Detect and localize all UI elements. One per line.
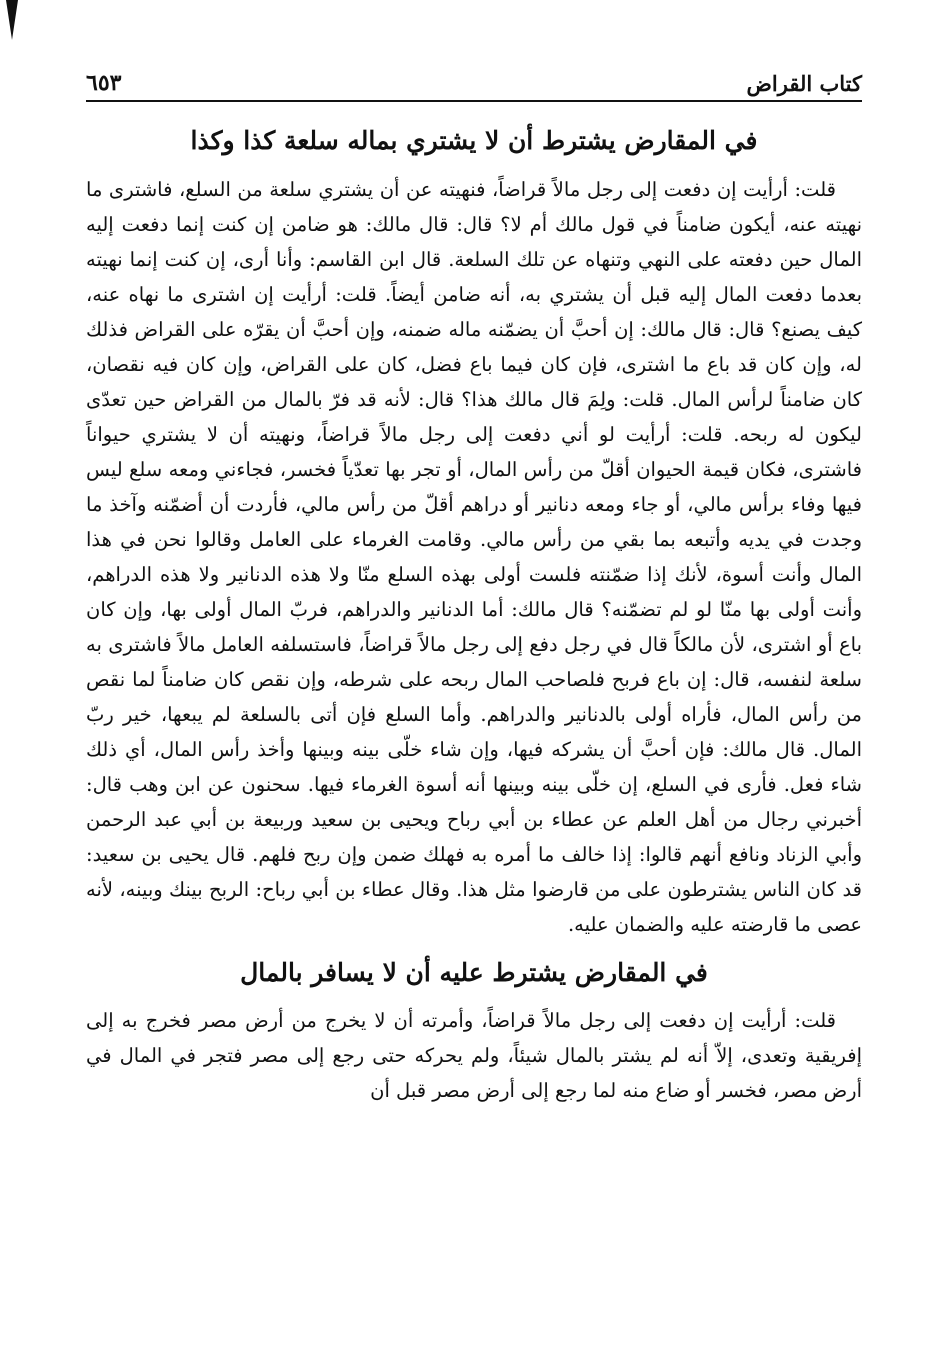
corner-mark [6, 0, 18, 40]
section-heading-2: في المقارض يشترط عليه أن لا يسافر بالمال [240, 957, 708, 987]
running-header [86, 64, 862, 102]
section-2-paragraph: قلت: أرأيت إن دفعت إلى رجل مالاً قراضاً، وأمرته أن لا يخرج من أرض مصر فخرج به إلى إفريقية وتعدى، إلاّ أنه لم يشتر بالمال شيئاً، ولم يحركه حتى رجع إلى مصر فتجر في المال في أرض مصر، فخسر أو ضاع منه لما رجع إلى أرض مصر قبل أن [86, 1009, 862, 1102]
running-title: كتاب القراض [746, 71, 862, 96]
page-content [86, 118, 862, 1321]
section-1-paragraph: قلت: أرأيت إن دفعت إلى رجل مالاً قراضاً، فنهيته عن أن يشتري سلعة من السلع، فاشترى ما نهيته عنه، أيكون ضامناً في قول مالك أم لا؟ قال: قال مالك: هو ضامن إن كنت إنما دفعت إليه المال حين دفعته على النهي وتنهاه عن تلك السلعة. قال ابن القاسم: وأنا أرى، إن كنت إنما نهيته بعدما دفعت المال إليه قبل أن يشتري به، أنه ضامن أيضاً. قلت: أرأيت إن اشترى ما نهاه عنه، كيف يصنع؟ قال: قال مالك: إن أحبَّ أن يضمّنه ماله ضمنه، وإن أحبَّ أن يقرّه على القراض فذلك له، وإن كان قد باع ما اشترى، فإن كان فيما باع فضل، كان على القراض، وإن كان فيه نقصان، كان ضامناً لرأس المال. قلت: ولِمَ قال مالك هذا؟ قال: لأنه قد فرّ بالمال من القراض حين تعدّى ليكون له ربحه. قلت: أرأيت لو أني دفعت إلى رجل مالاً قراضاً، ونهيته أن لا يشتري حيواناً فاشترى، فكان قيمة الحيوان أقلّ من رأس المال، أو تجر بها تعدّياً فخسر، فجاءني ومعه سلع ليس فيها وفاء برأس مالي، أو جاء ومعه دنانير أو دراهم أقلّ من رأس مالي، فأردت أن أضمّنه وآخذ ما وجدت في يديه وأتبعه بما بقي من رأس مالي. وقامت الغرماء على العامل وقالوا نحن في هذا المال وأنت أسوة، لأنك إذا ضمّنته فلست أولى بهذه السلع منّا ولا هذه الدنانير ولا هذه الدراهم، وأنت أولى بها منّا لو لم تضمّنه؟ قال مالك: أما الدنانير والدراهم، فربّ المال أولى بها، وإن كان باع أو اشترى، لأن مالكاً قال في رجل دفع إلى رجل مالاً قراضاً، فاستسلفه العامل مالاً فاشترى به سلعة لنفسه، قال: إن باع فربح فلصاحب المال ربحه على شرطه، وإن نقص كان ضامناً لما نقص من رأس المال، فأراه أولى بالدنانير والدراهم. وأما السلع فإن أتى بالسلعة لم يبعها، خير ربّ المال. قال مالك: فإن أحبَّ أن يشركه فيها، وإن شاء خلّى بينه وبينها وأخذ رأس المال، أي ذلك شاء فعل. فأرى في السلع، إن خلّى بينه وبينها أنه أسوة الغرماء فيها. سحنون عن ابن وهب قال: أخبرني رجال من أهل العلم عن عطاء بن أبي رباح ويحيى بن سعيد وربيعة بن أبي عبد الرحمن وأبي الزناد ونافع أنهم قالوا: إذا خالف ما أمره به فهلك ضمن وإن ربح فلهم. قال يحيى بن سعيد: قد كان الناس يشترطون على من قارضوا مثل هذا. وقال عطاء بن أبي رباح: الربح بينك وبينه، لأنه عصى ما قارضته عليه والضمان عليه. [86, 177, 862, 936]
section-heading-1: في المقارض يشترط أن لا يشتري بماله سلعة كذا وكذا [190, 126, 758, 155]
page-number: ٦٥٣ [86, 70, 122, 96]
